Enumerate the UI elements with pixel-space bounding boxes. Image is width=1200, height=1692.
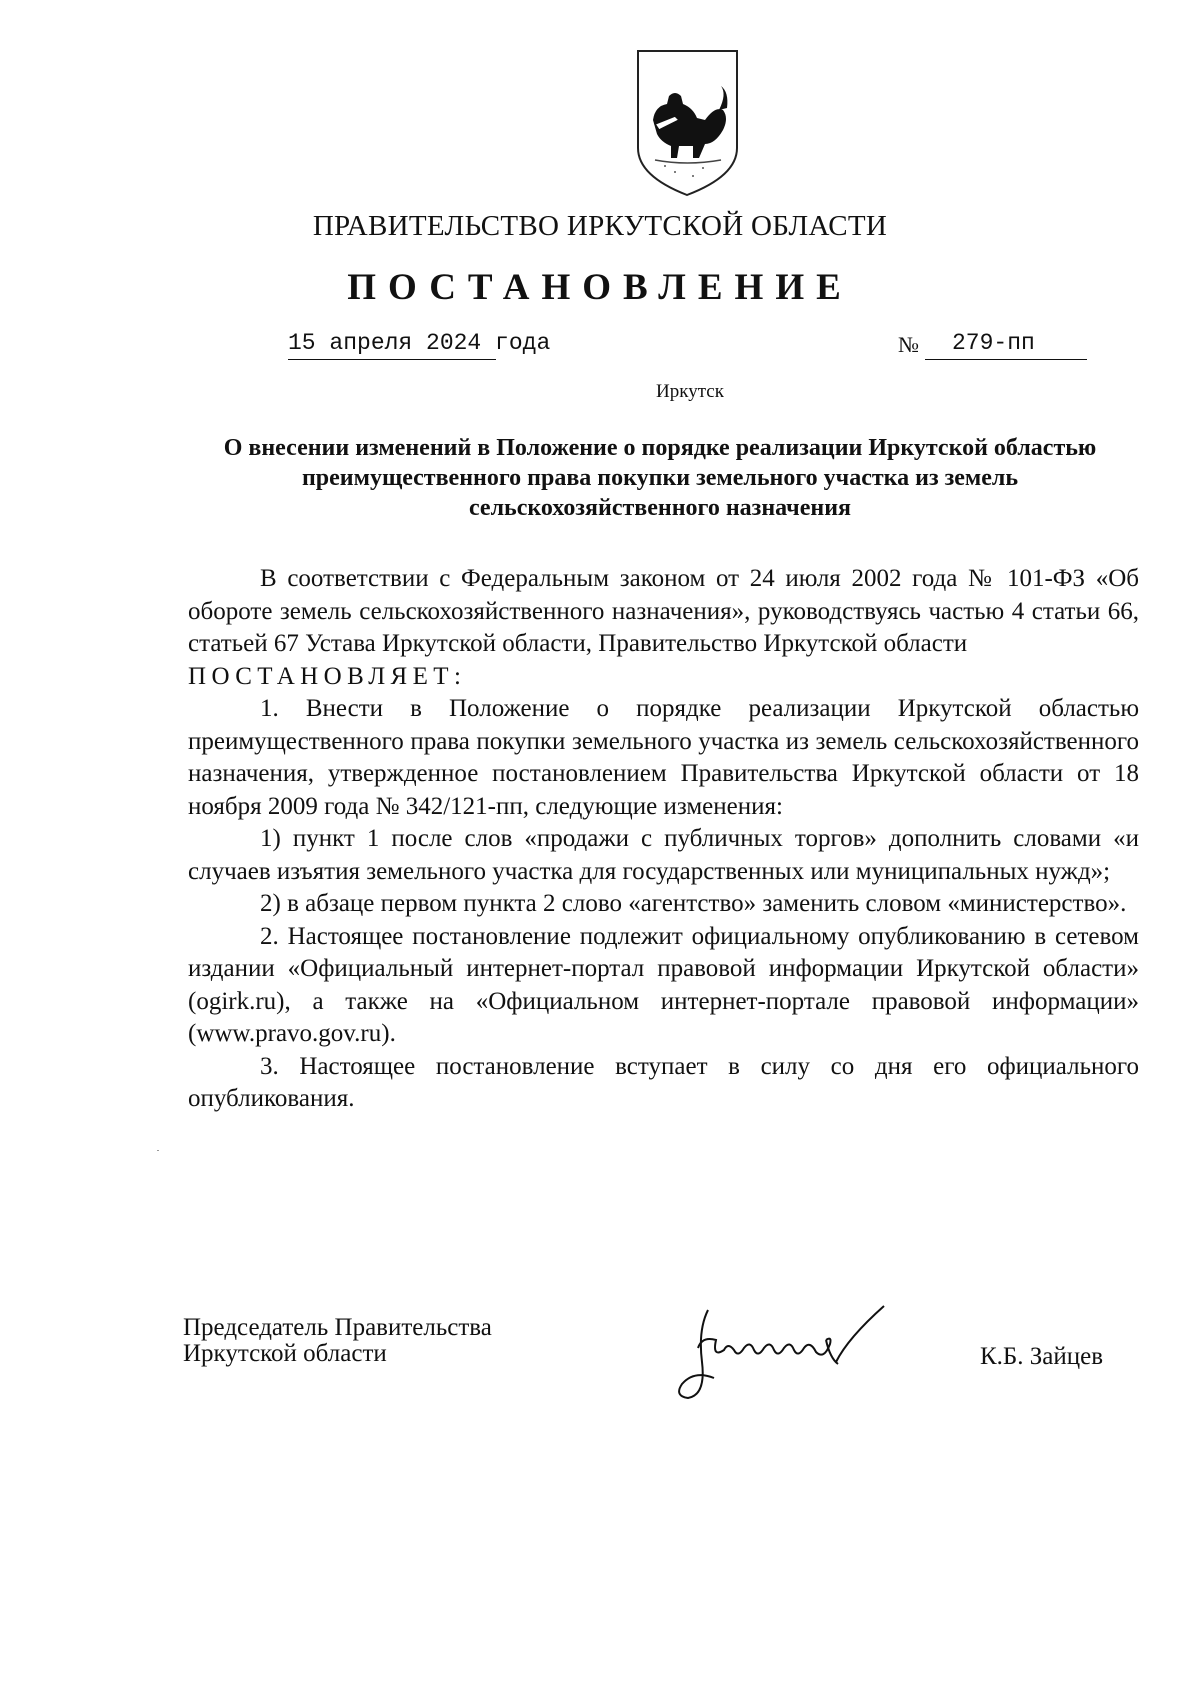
preamble-paragraph: В соответствии с Федеральным законом от 24 июля 2002 года № 101-ФЗ «Об обороте земель сельскохозяйственного назначения», руководствуясь частью 4 статьи 66, статьей 67 Устава Иркутской области, Правительство Иркутской области bbox=[188, 565, 1139, 657]
item-1-paragraph: 1. Внести в Положение о порядке реализации Иркутской областью преимущественного права покупки земельного участка из земель сельскохозяйственного назначения, утвержденное постановлением Правительства Иркутской области от 18 ноября 2009 года № 342/121-пп, следующие изменения: bbox=[188, 695, 1139, 820]
item-2-paragraph: 2. Настоящее постановление подлежит официальному опубликованию в сетевом издании «Официальный интернет-портал правовой информации Иркутской области» (ogirk.ru), а также на «Официальном интернет-портале правовой информации» (www.pravo.gov.ru). bbox=[188, 922, 1139, 1047]
signatory-position-line1: Председатель Правительства bbox=[183, 1314, 492, 1341]
document-body bbox=[188, 563, 1139, 1116]
date-underline bbox=[288, 359, 496, 360]
coat-of-arms-icon bbox=[635, 48, 740, 198]
handwritten-signature bbox=[668, 1300, 938, 1415]
signatory-position-line2: Иркутской области bbox=[183, 1340, 387, 1367]
scan-speck bbox=[157, 1150, 159, 1151]
document-type: ПОСТАНОВЛЕНИЕ bbox=[347, 267, 853, 308]
signatory-name: К.Б. Зайцев bbox=[980, 1343, 1104, 1370]
number-sign: № bbox=[898, 332, 919, 357]
number-underline bbox=[925, 359, 1087, 360]
document-title: О внесении изменений в Положение о порядке реализации Иркутской областью преимущественного права покупки земельного участка из земель сельскохозяйственного назначения bbox=[223, 435, 1097, 521]
government-name: ПРАВИТЕЛЬСТВО ИРКУТСКОЙ ОБЛАСТИ bbox=[312, 210, 888, 242]
item-3-paragraph: 3. Настоящее постановление вступает в силу со дня его официального опубликования. bbox=[188, 1052, 1139, 1112]
document-date: 15 апреля 2024 года bbox=[288, 330, 551, 356]
city: Иркутск bbox=[656, 381, 724, 402]
document-number: 279-пп bbox=[952, 330, 1035, 356]
item-1-1-paragraph: 1) пункт 1 после слов «продажи с публичных торгов» дополнить словами «и случаев изъятия земельного участка для государственных или муниципальных нужд»; bbox=[188, 825, 1139, 885]
signatory-position bbox=[183, 1315, 492, 1367]
item-1-2-paragraph: 2) в абзаце первом пункта 2 слово «агентство» заменить словом «министерство». bbox=[260, 890, 1127, 917]
resolves-heading: ПОСТАНОВЛЯЕТ: bbox=[188, 662, 467, 690]
